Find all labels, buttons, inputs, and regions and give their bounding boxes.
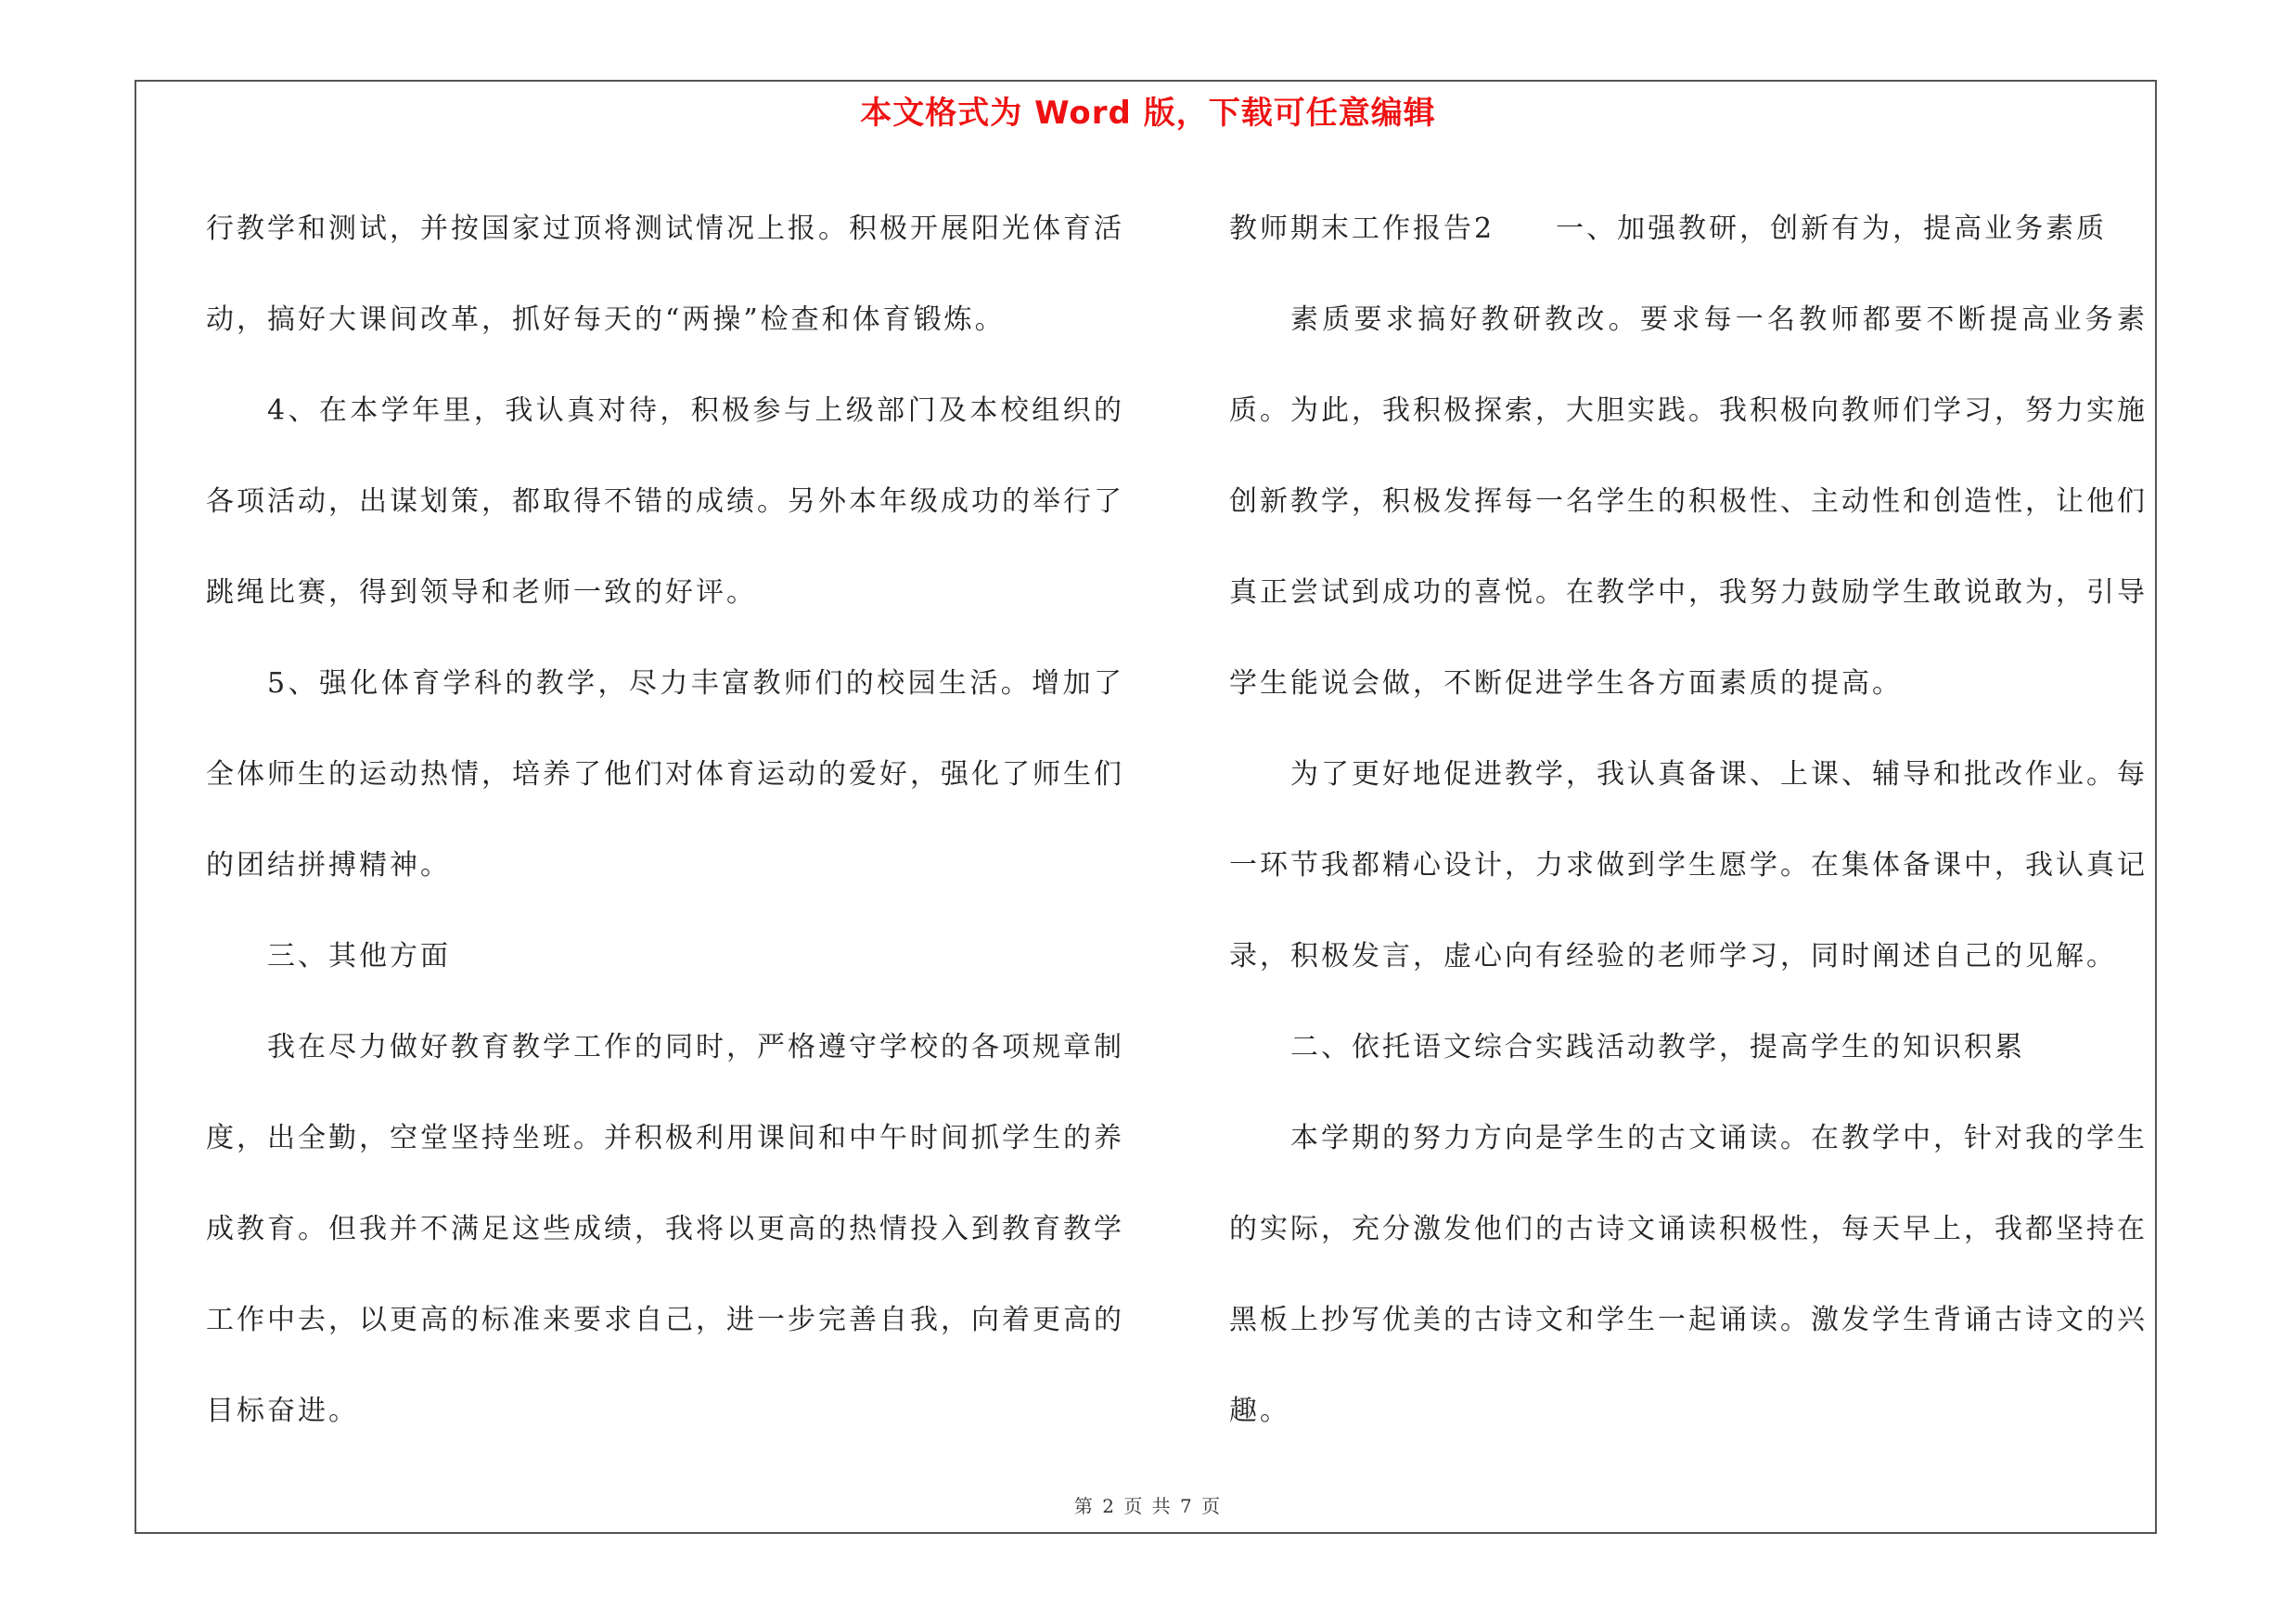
- paragraph: 4、在本学年里，我认真对待，积极参与上级部门及本校组织的各项活动，出谋划策，都取得不错的成绩。另外本年级成功的举行了跳绳比赛，得到领导和老师一致的好评。: [206, 394, 1124, 609]
- report-title-line: 教师期末工作报告2 一、加强教研，创新有为，提高业务素质: [1229, 213, 2108, 245]
- section-heading: 三、其他方面: [267, 940, 451, 973]
- paragraph: 为了更好地促进教学，我认真备课、上课、辅导和批改作业。每一环节我都精心设计，力求做到学生愿学。在集体备课中，我认真记录，积极发言，虚心向有经验的老师学习，同时阐述自己的见解。: [1229, 758, 2148, 973]
- right-column: [1229, 184, 2148, 1457]
- format-notice-banner: 本文格式为 Word 版，下载可任意编辑: [860, 95, 1436, 132]
- page-number-footer: 第 2 页 共 7 页: [1073, 1495, 1223, 1517]
- paragraph: 我在尽力做好教育教学工作的同时，严格遵守学校的各项规章制度，出全勤，空堂坚持坐班。并积极利用课间和中午时间抓学生的养成教育。但我并不满足这些成绩，我将以更高的热情投入到教育教学工作中去，以更高的标准来要求自己，进一步完善自我，向着更高的目标奋进。: [206, 1031, 1124, 1427]
- paragraph: 5、强化体育学科的教学，尽力丰富教师们的校园生活。增加了全体师生的运动热情，培养了他们对体育运动的爱好，强化了师生们的团结拼搏精神。: [206, 667, 1124, 882]
- paragraph: 素质要求搞好教研教改。要求每一名教师都要不断提高业务素质。为此，我积极探索，大胆实践。我积极向教师们学习，努力实施创新教学，积极发挥每一名学生的积极性、主动性和创造性，让他们真正尝试到成功的喜悦。在教学中，我努力鼓励学生敢说敢为，引导学生能说会做，不断促进学生各方面素质的提高。: [1229, 303, 2148, 700]
- paragraph: 行教学和测试，并按国家过顶将测试情况上报。积极开展阳光体育活动，搞好大课间改革，抓好每天的“两操”检查和体育锻炼。: [206, 213, 1124, 336]
- left-column: [206, 184, 1124, 1457]
- section-heading: 二、依托语文综合实践活动教学，提高学生的知识积累: [1290, 1031, 2025, 1063]
- paragraph: 本学期的努力方向是学生的古文诵读。在教学中，针对我的学生的实际，充分激发他们的古诗文诵读积极性，每天早上，我都坚持在黑板上抄写优美的古诗文和学生一起诵读。激发学生背诵古诗文的兴趣。: [1229, 1122, 2148, 1427]
